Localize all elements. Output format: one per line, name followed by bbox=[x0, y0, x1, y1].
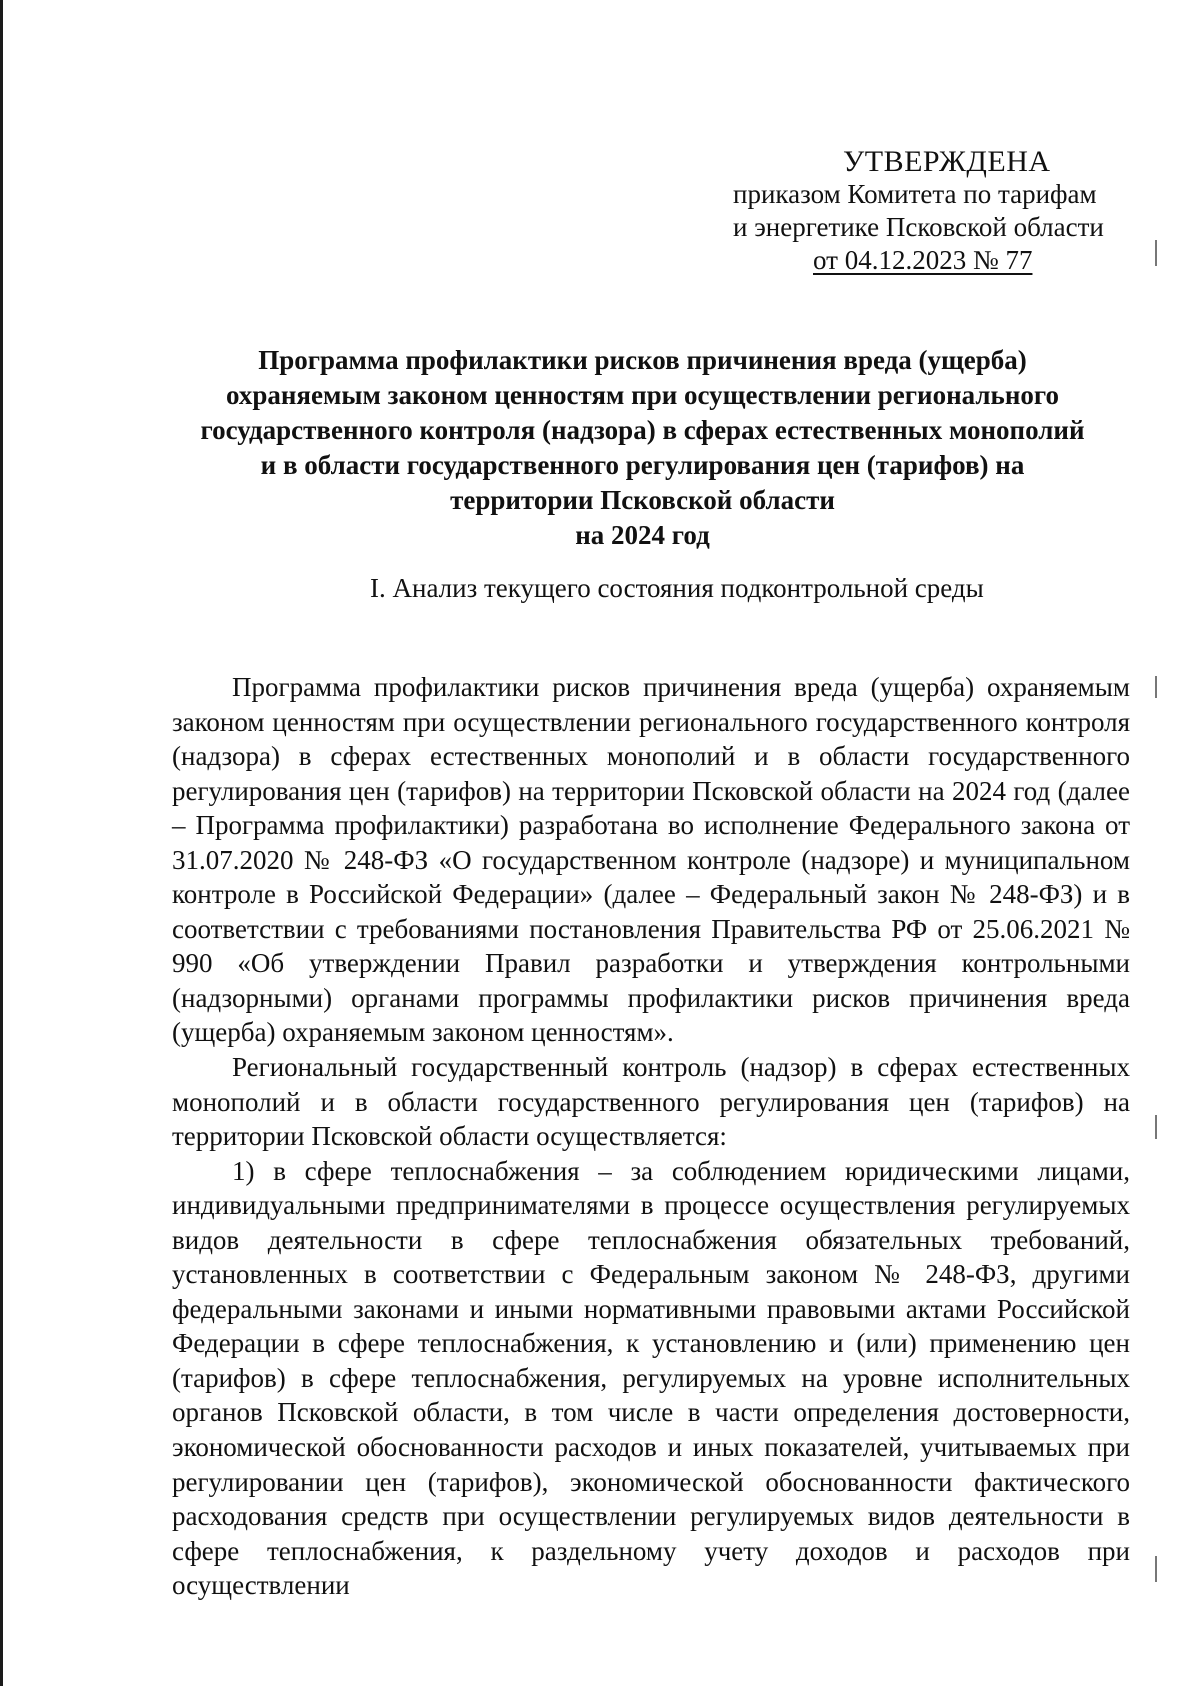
approval-line-1: приказом Комитета по тарифам bbox=[733, 179, 1097, 209]
margin-scan-mark bbox=[1155, 240, 1157, 266]
approval-line-2: и энергетике Псковской области bbox=[733, 212, 1104, 242]
approval-stamp: УТВЕРЖДЕНА bbox=[843, 145, 1051, 178]
margin-scan-mark bbox=[1155, 1556, 1157, 1582]
title-line-6: на 2024 год bbox=[575, 520, 710, 550]
approval-order-reference: от 04.12.2023 № 77 bbox=[813, 245, 1033, 275]
title-line-1: Программа профилактики рисков причинения вреда (ущерба) bbox=[258, 345, 1027, 375]
margin-scan-mark bbox=[1155, 1115, 1157, 1139]
title-line-2: охраняемым законом ценностям при осуществлении регионального bbox=[226, 380, 1059, 410]
page-left-edge bbox=[0, 0, 3, 1686]
title-line-3: государственного контроля (надзора) в сферах естественных монополий bbox=[200, 415, 1085, 445]
title-line-5: территории Псковской области bbox=[450, 485, 835, 515]
body-paragraph-3: 1) в сфере теплоснабжения – за соблюдением юридическими лицами, индивидуальными предпринимателями в процессе осуществления регулируемых видов деятельности в сфере теплоснабжения обязательных требований, установленных в соответствии с Федеральным законом № 248-ФЗ, другими федеральными законами и иными нормативными правовыми актами Российской Федерации в сфере теплоснабжения, к установлению и (или) применению цен (тарифов) в сфере теплоснабжения, регулируемых на уровне исполнительных органов Псковской области, в том числе в части определения достоверности, экономической обоснованности расходов и иных показателей, учитываемых при регулировании цен (тарифов), экономической обоснованности фактического расходования средств при осуществлении регулируемых видов деятельности в сфере теплоснабжения, к раздельному учету доходов и расходов при осуществлении bbox=[172, 1155, 1130, 1601]
body-paragraph-1: Программа профилактики рисков причинения вреда (ущерба) охраняемым законом ценностям при осуществлении регионального государственного контроля (надзора) в сферах естественных монополий и в области государственного регулирования цен (тарифов) на территории Псковской области на 2024 год (далее – Программа профилактики) разработана во исполнение Федерального закона от 31.07.2020 № 248-ФЗ «О государственном контроле (надзоре) и муниципальном контроле в Российской Федерации» (далее – Федеральный закон № 248-ФЗ) и в соответствии с требованиями постановления Правительства РФ от 25.06.2021 № 990 «Об утверждении Правил разработки и утверждения контрольными (надзорными) органами программы профилактики рисков причинения вреда (ущерба) охраняемым законом ценностям». bbox=[172, 672, 1130, 1048]
section-heading: I. Анализ текущего состояния подконтрольной среды bbox=[370, 573, 984, 603]
document-title bbox=[150, 343, 1135, 553]
approval-block bbox=[733, 145, 1133, 277]
document-body bbox=[172, 670, 1130, 1603]
title-line-4: и в области государственного регулирования цен (тарифов) на bbox=[260, 450, 1025, 480]
margin-scan-mark bbox=[1155, 676, 1157, 698]
body-paragraph-2: Региональный государственный контроль (надзор) в сферах естественных монополий и в области государственного регулирования цен (тарифов) на территории Псковской области осуществляется: bbox=[172, 1052, 1130, 1152]
